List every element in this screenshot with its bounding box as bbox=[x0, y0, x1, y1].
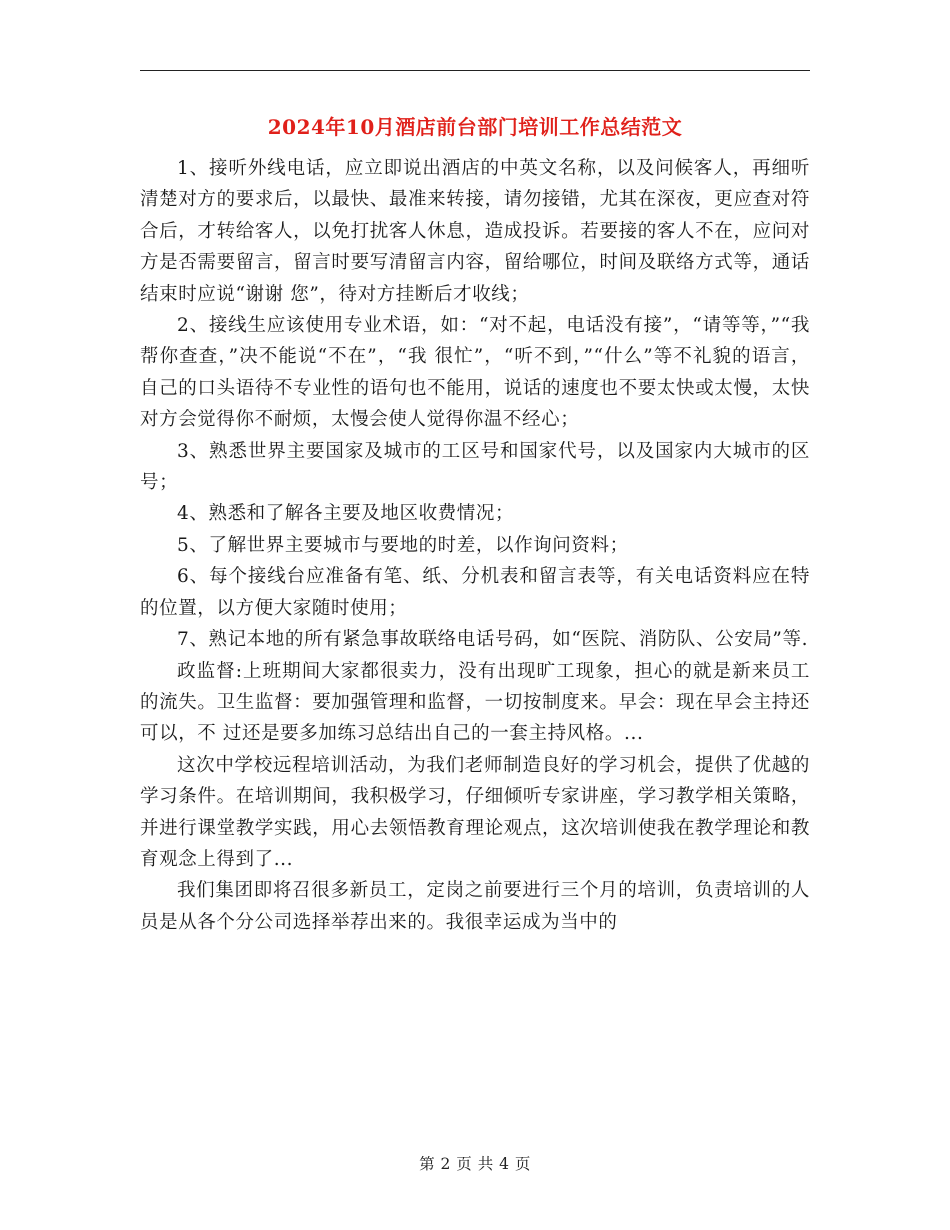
paragraph-1: 1、接听外线电话，应立即说出酒店的中英文名称，以及问候客人，再细听清楚对方的要求后，以最快、最准来转接，请勿接错，尤其在深夜，更应查对符合后，才转给客人，以免打扰客人休息，造成投诉。若要接的客人不在，应问对方是否需要留言，留言时要写清留言内容，留给哪位，时间及联络方式等，通话结束时应说“谢谢 您”，待对方挂断后才收线； bbox=[140, 158, 810, 305]
document-title: 2024年10月酒店前台部门培训工作总结范文 bbox=[267, 115, 683, 139]
paragraph-3: 3、熟悉世界主要国家及城市的工区号和国家代号，以及国家内大城市的区号； bbox=[140, 440, 810, 494]
paragraph-8: 政监督:上班期间大家都很卖力，没有出现旷工现象，担心的就是新来员工的流失。卫生监督：要加强管理和监督，一切按制度来。早会：现在早会主持还可以，不 过还是要多加练习总结出自己的一套主持风格。... bbox=[140, 660, 810, 745]
paragraph-10: 我们集团即将召很多新员工，定岗之前要进行三个月的培训，负责培训的人员是从各个分公司选择举荐出来的。我很幸运成为当中的 bbox=[140, 880, 810, 933]
paragraph-4: 4、熟悉和了解各主要及地区收费情况； bbox=[177, 503, 515, 525]
paragraph-9: 这次中学校远程培训活动，为我们老师制造良好的学习机会，提供了优越的学习条件。在培训期间，我积极学习，仔细倾听专家讲座，学习教学相关策略，并进行课堂教学实践，用心去领悟教育理论观点，这次培训使我在教学理论和教育观念上得到了... bbox=[140, 754, 810, 870]
paragraph-2: 2、接线生应该使用专业术语，如：“对不起，电话没有接”，“请等等，”“我帮你查查，”决不能说“不在”，“我 很忙”，“听不到，”“什么”等不礼貌的语言，自己的口头语待不专业性的语句也不能用，说话的速度也不要太快或太慢，太快对方会觉得你不耐烦，太慢会使人觉得你温不经心； bbox=[140, 315, 810, 431]
document-body bbox=[140, 153, 810, 938]
page-number: 第 2 页 共 4 页 bbox=[419, 1155, 531, 1173]
header-rule bbox=[140, 70, 810, 71]
paragraph-7: 7、熟记本地的所有紧急事故联络电话号码，如“医院、消防队、公安局”等. bbox=[177, 629, 809, 651]
paragraph-6: 6、每个接线台应准备有笔、纸、分机表和留言表等，有关电话资料应在特的位置，以方便大家随时使用； bbox=[140, 566, 810, 619]
paragraph-5: 5、了解世界主要城市与要地的时差，以作询问资料； bbox=[177, 534, 629, 556]
